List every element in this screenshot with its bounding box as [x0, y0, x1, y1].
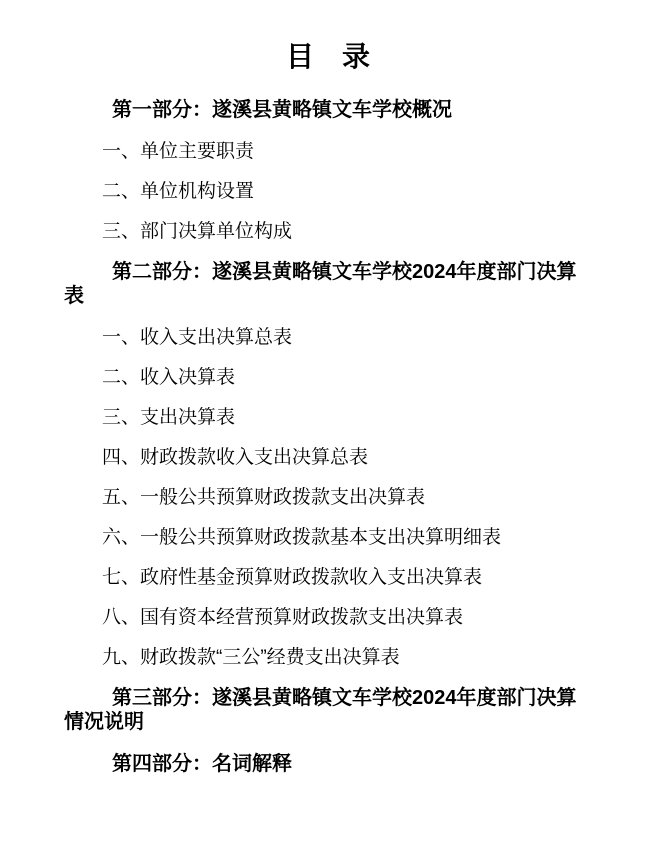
part-heading: 第三部分：遂溪县黄略镇文车学校2024年度部门决算情况说明 [64, 687, 577, 733]
toc-item: 八、国有资本经营预算财政拨款支出决算表 [102, 607, 464, 628]
table-of-contents [64, 98, 592, 776]
toc-item: 六、一般公共预算财政拨款基本支出决算明细表 [102, 527, 502, 548]
toc-item: 七、政府性基金预算财政拨款收入支出决算表 [102, 567, 483, 588]
toc-item: 二、单位机构设置 [102, 181, 255, 202]
toc-item: 四、财政拨款收入支出决算总表 [102, 447, 369, 468]
part-heading: 第一部分：遂溪县黄略镇文车学校概况 [112, 99, 452, 121]
toc-item: 五、一般公共预算财政拨款支出决算表 [102, 487, 426, 508]
toc-item: 三、支出决算表 [102, 407, 236, 428]
toc-item: 一、单位主要职责 [102, 141, 255, 162]
page-title: 目 录 [285, 41, 370, 72]
toc-item: 九、财政拨款“三公”经费支出决算表 [102, 647, 400, 668]
part-heading: 第四部分：名词解释 [112, 753, 292, 775]
part-heading: 第二部分：遂溪县黄略镇文车学校2024年度部门决算表 [64, 261, 577, 307]
toc-item: 三、部门决算单位构成 [102, 221, 293, 242]
toc-item: 一、收入支出决算总表 [102, 327, 293, 348]
toc-item: 二、收入决算表 [102, 367, 236, 388]
